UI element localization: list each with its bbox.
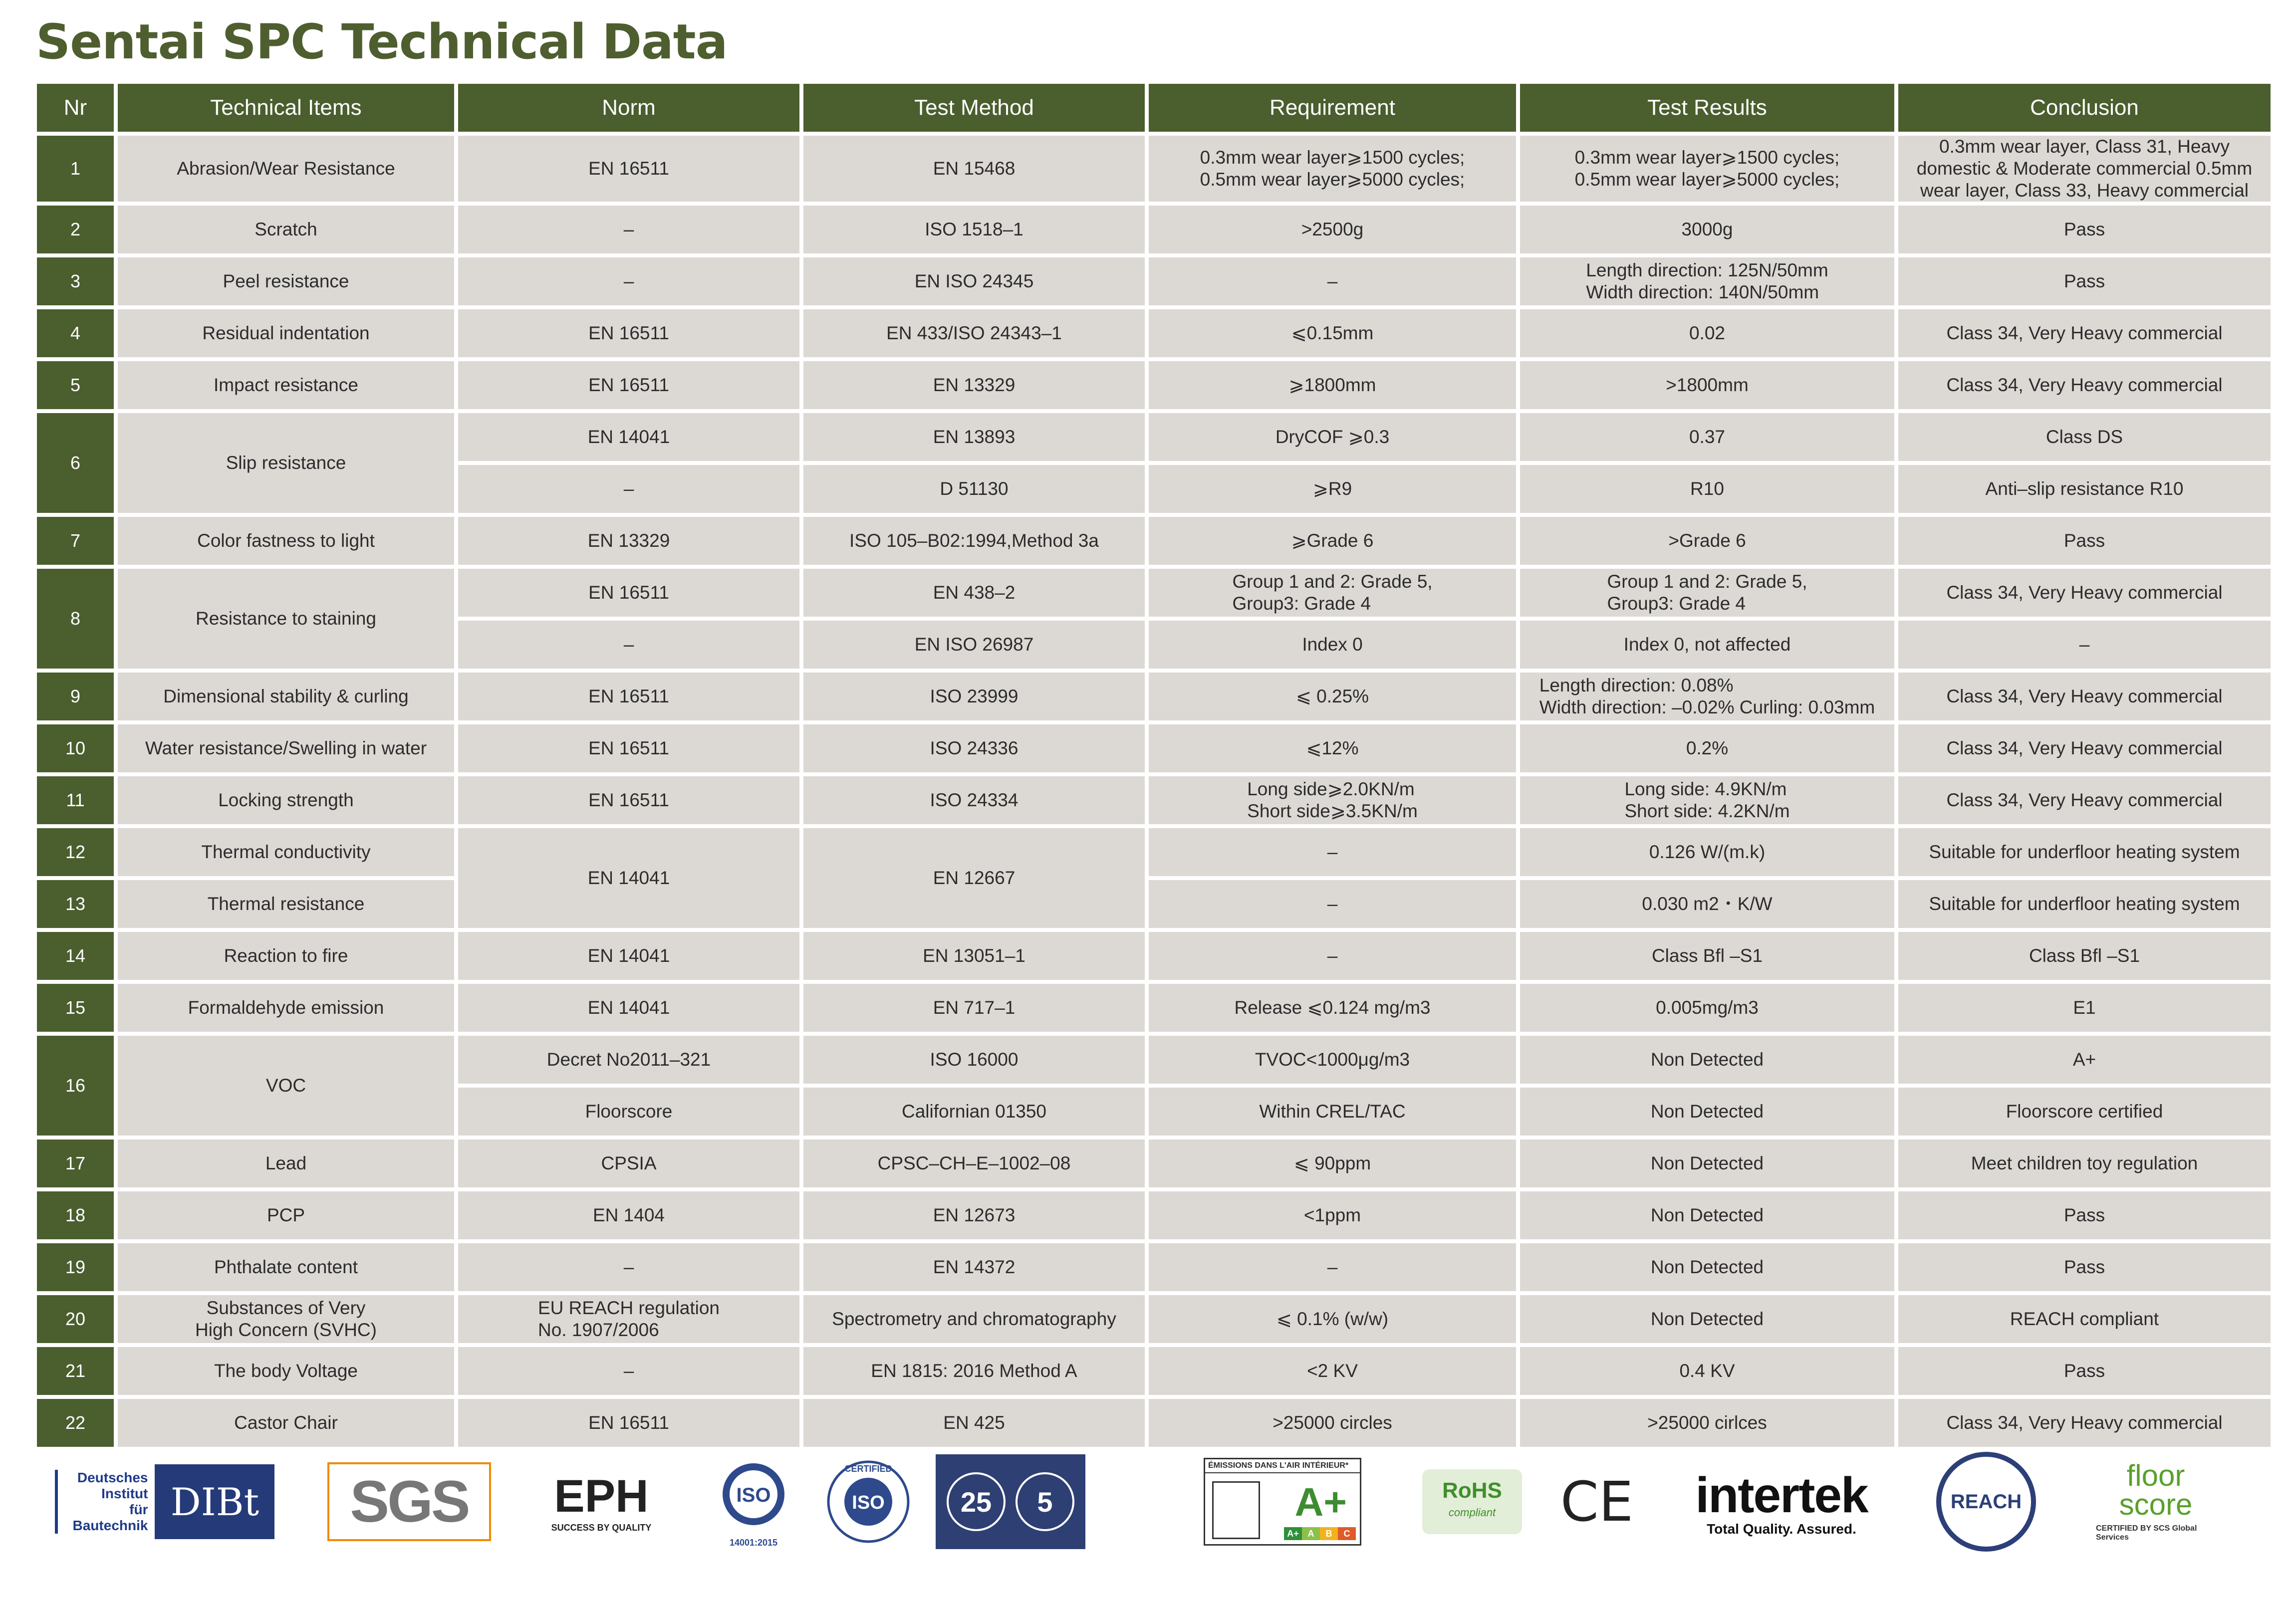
cell-nr: 5 bbox=[37, 361, 114, 409]
cell-technical-item: Formaldehyde emission bbox=[118, 984, 454, 1032]
cell-nr: 8 bbox=[37, 569, 114, 669]
cell-test-result bbox=[1520, 776, 1894, 824]
cell-requirement: ⩽ 90ppm bbox=[1149, 1140, 1516, 1187]
cell-test-method: ISO 23999 bbox=[803, 673, 1145, 720]
table-row bbox=[37, 1295, 2271, 1343]
cell-nr: 12 bbox=[37, 828, 114, 876]
cell-technical-item: Slip resistance bbox=[118, 413, 454, 513]
cell-norm: – bbox=[458, 621, 799, 669]
cell-test-method: ISO 24334 bbox=[803, 776, 1145, 824]
cell-technical-item: Castor Chair bbox=[118, 1399, 454, 1447]
table-row bbox=[37, 828, 2271, 876]
cell-requirement: – bbox=[1149, 880, 1516, 928]
cell-conclusion: Anti–slip resistance R10 bbox=[1898, 465, 2271, 513]
cell-test-method: EN ISO 26987 bbox=[803, 621, 1145, 669]
header-requirement: Requirement bbox=[1149, 84, 1516, 132]
cell-test-result: 0.2% bbox=[1520, 724, 1894, 772]
cell-conclusion: Class 34, Very Heavy commercial bbox=[1898, 361, 2271, 409]
cell-nr: 13 bbox=[37, 880, 114, 928]
cell-technical-item: Impact resistance bbox=[118, 361, 454, 409]
cell-technical-item: Reaction to fire bbox=[118, 932, 454, 980]
cell-test-method: EN 12667 bbox=[803, 828, 1145, 928]
cell-conclusion: Class 34, Very Heavy commercial bbox=[1898, 724, 2271, 772]
table-row bbox=[37, 1399, 2271, 1447]
cell-test-result: Non Detected bbox=[1520, 1243, 1894, 1291]
cell-test-result-text: Length direction: 0.08% Width direction: –0.02% Curling: 0.03mm bbox=[1539, 675, 1875, 717]
cell-norm: – bbox=[458, 1243, 799, 1291]
table-body bbox=[37, 136, 2271, 1447]
cell-technical-item: VOC bbox=[118, 1036, 454, 1136]
cell-test-method: Spectrometry and chromatography bbox=[803, 1295, 1145, 1343]
cell-requirement: ⩾Grade 6 bbox=[1149, 517, 1516, 565]
floorscore-sub: CERTIFIED BY SCS Global Services bbox=[2096, 1524, 2197, 1542]
rohs-mark: RoHS bbox=[1442, 1478, 1502, 1503]
emissions-scale-item: A+ bbox=[1284, 1527, 1302, 1540]
cell-requirement: ⩾R9 bbox=[1149, 465, 1516, 513]
cell-norm: EN 13329 bbox=[458, 517, 799, 565]
cell-conclusion: Suitable for underfloor heating system bbox=[1898, 880, 2271, 928]
ce-mark-logo: CE bbox=[1560, 1470, 1634, 1534]
cell-conclusion: Pass bbox=[1898, 1243, 2271, 1291]
table-row bbox=[37, 413, 2271, 461]
cell-norm: EN 16511 bbox=[458, 724, 799, 772]
cell-conclusion: Class 34, Very Heavy commercial bbox=[1898, 569, 2271, 617]
cell-requirement: TVOC<1000μg/m3 bbox=[1149, 1036, 1516, 1084]
cell-technical-item: Thermal conductivity bbox=[118, 828, 454, 876]
emissions-label-logo bbox=[1203, 1452, 1362, 1552]
table-row bbox=[37, 517, 2271, 565]
header-test-results: Test Results bbox=[1520, 84, 1894, 132]
dibt-mark: DIBt bbox=[155, 1464, 274, 1539]
cell-conclusion: Class Bfl –S1 bbox=[1898, 932, 2271, 980]
cell-test-method: EN 12673 bbox=[803, 1191, 1145, 1239]
cell-norm: EN 16511 bbox=[458, 309, 799, 357]
cell-test-method: EN 13329 bbox=[803, 361, 1145, 409]
cell-conclusion: A+ bbox=[1898, 1036, 2271, 1084]
cell-test-result: Non Detected bbox=[1520, 1036, 1894, 1084]
cell-test-result bbox=[1520, 673, 1894, 720]
cell-nr: 20 bbox=[37, 1295, 114, 1343]
cell-norm bbox=[458, 1295, 799, 1343]
cell-test-result-text: Length direction: 125N/50mm Width direction: 140N/50mm bbox=[1586, 260, 1828, 302]
eph-tagline: SUCCESS BY QUALITY bbox=[551, 1523, 652, 1533]
table-row bbox=[37, 1140, 2271, 1187]
cell-requirement: >25000 circles bbox=[1149, 1399, 1516, 1447]
cell-technical-item: Scratch bbox=[118, 206, 454, 253]
cell-test-method: ISO 24336 bbox=[803, 724, 1145, 772]
emissions-scale bbox=[1284, 1527, 1356, 1540]
cell-technical-item-text: Substances of Very High Concern (SVHC) bbox=[195, 1298, 377, 1340]
floorscore-mark: floor score bbox=[2119, 1459, 2193, 1521]
cell-norm: – bbox=[458, 257, 799, 305]
cell-technical-item: Resistance to staining bbox=[118, 569, 454, 669]
cell-test-method: EN 14372 bbox=[803, 1243, 1145, 1291]
floorscore-logo bbox=[2096, 1452, 2216, 1552]
sgs-mark: SGS bbox=[327, 1462, 491, 1541]
cell-requirement-text: 0.3mm wear layer⩾1500 cycles; 0.5mm wear layer⩾5000 cycles; bbox=[1200, 147, 1465, 190]
cell-test-result: 0.02 bbox=[1520, 309, 1894, 357]
cell-norm: EN 14041 bbox=[458, 932, 799, 980]
cell-test-result: R10 bbox=[1520, 465, 1894, 513]
table-row bbox=[37, 569, 2271, 617]
cell-conclusion: REACH compliant bbox=[1898, 1295, 2271, 1343]
certification-logos bbox=[40, 1452, 2256, 1562]
cell-test-result: 0.37 bbox=[1520, 413, 1894, 461]
cell-conclusion: Pass bbox=[1898, 1347, 2271, 1395]
cell-test-method: EN 13051–1 bbox=[803, 932, 1145, 980]
emissions-scale-item: B bbox=[1320, 1527, 1338, 1540]
cell-conclusion: Pass bbox=[1898, 1191, 2271, 1239]
cell-technical-item: Peel resistance bbox=[118, 257, 454, 305]
cell-norm: EN 16511 bbox=[458, 1399, 799, 1447]
cell-test-result: Non Detected bbox=[1520, 1295, 1894, 1343]
cell-test-result: 0.030 m2・K/W bbox=[1520, 880, 1894, 928]
table-row bbox=[37, 136, 2271, 202]
cell-test-result: Non Detected bbox=[1520, 1191, 1894, 1239]
cell-test-method: EN 438–2 bbox=[803, 569, 1145, 617]
cell-nr: 14 bbox=[37, 932, 114, 980]
emissions-scale-item: A bbox=[1302, 1527, 1320, 1540]
cell-norm: Decret No2011–321 bbox=[458, 1036, 799, 1084]
cell-conclusion: Class 34, Very Heavy commercial bbox=[1898, 309, 2271, 357]
cell-test-method: EN 13893 bbox=[803, 413, 1145, 461]
cell-test-result: >1800mm bbox=[1520, 361, 1894, 409]
cell-technical-item: Color fastness to light bbox=[118, 517, 454, 565]
cell-test-method: EN 1815: 2016 Method A bbox=[803, 1347, 1145, 1395]
cell-test-result: 3000g bbox=[1520, 206, 1894, 253]
cell-test-result: Non Detected bbox=[1520, 1088, 1894, 1136]
cell-nr: 15 bbox=[37, 984, 114, 1032]
cell-requirement bbox=[1149, 569, 1516, 617]
table-row bbox=[37, 309, 2271, 357]
svg-text:CERTIFIED: CERTIFIED bbox=[844, 1464, 892, 1474]
intertek-tagline: Total Quality. Assured. bbox=[1707, 1521, 1856, 1537]
cell-norm-text: EU REACH regulation No. 1907/2006 bbox=[538, 1298, 720, 1340]
cell-technical-item: Dimensional stability & curling bbox=[118, 673, 454, 720]
dibt-logo bbox=[40, 1452, 289, 1552]
table-row bbox=[37, 932, 2271, 980]
intertek-logo bbox=[1672, 1452, 1891, 1552]
cell-norm: EN 16511 bbox=[458, 361, 799, 409]
cell-nr: 11 bbox=[37, 776, 114, 824]
table-header-row bbox=[37, 84, 2271, 132]
cell-nr: 2 bbox=[37, 206, 114, 253]
cell-conclusion: Pass bbox=[1898, 257, 2271, 305]
cell-norm: EN 14041 bbox=[458, 828, 799, 928]
cell-nr: 4 bbox=[37, 309, 114, 357]
cell-nr: 17 bbox=[37, 1140, 114, 1187]
iso-14001-logo bbox=[709, 1452, 798, 1552]
wohnbereich-25-badge: 25 bbox=[947, 1472, 1006, 1531]
cell-technical-item: PCP bbox=[118, 1191, 454, 1239]
emissions-grade: A+ bbox=[1294, 1480, 1347, 1524]
cell-test-method: EN 717–1 bbox=[803, 984, 1145, 1032]
cell-technical-item: Phthalate content bbox=[118, 1243, 454, 1291]
header-technical-items: Technical Items bbox=[118, 84, 454, 132]
cell-norm: EN 16511 bbox=[458, 673, 799, 720]
svg-text:ISO: ISO bbox=[736, 1484, 771, 1506]
cell-requirement: ⩽0.15mm bbox=[1149, 309, 1516, 357]
cell-requirement: ⩽ 0.25% bbox=[1149, 673, 1516, 720]
eph-logo bbox=[519, 1452, 684, 1552]
cell-conclusion: – bbox=[1898, 621, 2271, 669]
cell-test-result: 0.005mg/m3 bbox=[1520, 984, 1894, 1032]
table-row bbox=[37, 361, 2271, 409]
cell-nr: 22 bbox=[37, 1399, 114, 1447]
cell-test-method: ISO 1518–1 bbox=[803, 206, 1145, 253]
cell-requirement-text: Group 1 and 2: Grade 5, Group3: Grade 4 bbox=[1232, 571, 1433, 614]
cell-technical-item: Water resistance/Swelling in water bbox=[118, 724, 454, 772]
wohnbereich-5-badge: 5 bbox=[1016, 1472, 1074, 1531]
intertek-mark: intertek bbox=[1695, 1467, 1868, 1523]
header-test-method: Test Method bbox=[803, 84, 1145, 132]
cell-technical-item bbox=[118, 1295, 454, 1343]
table-row bbox=[37, 776, 2271, 824]
table-row bbox=[37, 206, 2271, 253]
table-row bbox=[37, 257, 2271, 305]
cell-nr: 7 bbox=[37, 517, 114, 565]
cell-test-method: EN 15468 bbox=[803, 136, 1145, 202]
cell-requirement bbox=[1149, 776, 1516, 824]
technical-data-table bbox=[33, 80, 2275, 1451]
cell-test-method: ISO 16000 bbox=[803, 1036, 1145, 1084]
cell-test-result bbox=[1520, 569, 1894, 617]
cell-nr: 1 bbox=[37, 136, 114, 202]
cell-test-result: Non Detected bbox=[1520, 1140, 1894, 1187]
house-icon bbox=[1212, 1481, 1260, 1539]
cell-requirement-text: Long side⩾2.0KN/m Short side⩾3.5KN/m bbox=[1247, 779, 1418, 821]
cell-requirement: Index 0 bbox=[1149, 621, 1516, 669]
cell-nr: 3 bbox=[37, 257, 114, 305]
cell-requirement bbox=[1149, 136, 1516, 202]
table-row bbox=[37, 1243, 2271, 1291]
cell-conclusion: Class DS bbox=[1898, 413, 2271, 461]
cell-nr: 6 bbox=[37, 413, 114, 513]
cell-conclusion: Pass bbox=[1898, 206, 2271, 253]
cell-requirement: Within CREL/TAC bbox=[1149, 1088, 1516, 1136]
cell-requirement: ⩾1800mm bbox=[1149, 361, 1516, 409]
cell-technical-item: Abrasion/Wear Resistance bbox=[118, 136, 454, 202]
cell-technical-item: Locking strength bbox=[118, 776, 454, 824]
cell-norm: – bbox=[458, 206, 799, 253]
iso-certified-seal-icon bbox=[826, 1452, 911, 1552]
cell-test-result-text: Long side: 4.9KN/m Short side: 4.2KN/m bbox=[1624, 779, 1790, 821]
rohs-sub: compliant bbox=[1448, 1506, 1496, 1519]
cell-requirement: ⩽ 0.1% (w/w) bbox=[1149, 1295, 1516, 1343]
cell-conclusion: E1 bbox=[1898, 984, 2271, 1032]
cell-norm: Floorscore bbox=[458, 1088, 799, 1136]
cell-test-result bbox=[1520, 136, 1894, 202]
cell-requirement: >2500g bbox=[1149, 206, 1516, 253]
header-conclusion: Conclusion bbox=[1898, 84, 2271, 132]
cell-test-method: CPSC–CH–E–1002–08 bbox=[803, 1140, 1145, 1187]
table-row bbox=[37, 984, 2271, 1032]
cell-conclusion: Class 34, Very Heavy commercial bbox=[1898, 1399, 2271, 1447]
sgs-logo bbox=[324, 1452, 494, 1552]
cell-conclusion: Class 34, Very Heavy commercial bbox=[1898, 776, 2271, 824]
cell-test-method: ISO 105–B02:1994,Method 3a bbox=[803, 517, 1145, 565]
svg-text:ISO: ISO bbox=[852, 1492, 885, 1513]
table-row bbox=[37, 724, 2271, 772]
cell-test-result: >25000 cirlces bbox=[1520, 1399, 1894, 1447]
cell-requirement: – bbox=[1149, 828, 1516, 876]
cell-requirement: – bbox=[1149, 257, 1516, 305]
cell-test-result: Class Bfl –S1 bbox=[1520, 932, 1894, 980]
cell-conclusion: Pass bbox=[1898, 517, 2271, 565]
cell-norm: – bbox=[458, 465, 799, 513]
cell-conclusion: Meet children toy regulation bbox=[1898, 1140, 2271, 1187]
cell-norm: – bbox=[458, 1347, 799, 1395]
cell-norm: EN 14041 bbox=[458, 413, 799, 461]
cell-nr: 18 bbox=[37, 1191, 114, 1239]
cell-test-result: Index 0, not affected bbox=[1520, 621, 1894, 669]
cell-norm: CPSIA bbox=[458, 1140, 799, 1187]
cell-requirement: <2 KV bbox=[1149, 1347, 1516, 1395]
cell-nr: 9 bbox=[37, 673, 114, 720]
cell-test-method: EN 425 bbox=[803, 1399, 1145, 1447]
cell-norm: EN 1404 bbox=[458, 1191, 799, 1239]
cell-test-result: 0.126 W/(m.k) bbox=[1520, 828, 1894, 876]
cell-nr: 10 bbox=[37, 724, 114, 772]
cell-technical-item: Thermal resistance bbox=[118, 880, 454, 928]
cell-nr: 16 bbox=[37, 1036, 114, 1136]
table-row bbox=[37, 673, 2271, 720]
cell-test-result-text: 0.3mm wear layer⩾1500 cycles; 0.5mm wear layer⩾5000 cycles; bbox=[1574, 147, 1840, 190]
svg-text:14001:2015: 14001:2015 bbox=[729, 1538, 778, 1548]
cell-requirement: DryCOF ⩾0.3 bbox=[1149, 413, 1516, 461]
dibt-text: Deutsches Institut für Bautechnik bbox=[55, 1470, 155, 1534]
cell-technical-item: Lead bbox=[118, 1140, 454, 1187]
cell-test-method: D 51130 bbox=[803, 465, 1145, 513]
cell-test-result-text: Group 1 and 2: Grade 5, Group3: Grade 4 bbox=[1607, 571, 1807, 614]
cell-requirement: – bbox=[1149, 1243, 1516, 1291]
cell-test-method: EN ISO 24345 bbox=[803, 257, 1145, 305]
cell-requirement: <1ppm bbox=[1149, 1191, 1516, 1239]
table-row bbox=[37, 1347, 2271, 1395]
cell-technical-item: The body Voltage bbox=[118, 1347, 454, 1395]
cell-nr: 19 bbox=[37, 1243, 114, 1291]
eph-mark: EPH bbox=[554, 1471, 649, 1522]
table-row bbox=[37, 1191, 2271, 1239]
cell-norm: EN 16511 bbox=[458, 776, 799, 824]
cell-conclusion: Suitable for underfloor heating system bbox=[1898, 828, 2271, 876]
cell-norm: EN 16511 bbox=[458, 136, 799, 202]
cell-test-method: Californian 01350 bbox=[803, 1088, 1145, 1136]
iso-certified-logo bbox=[823, 1452, 913, 1552]
header-nr: Nr bbox=[37, 84, 114, 132]
emissions-scale-item: C bbox=[1338, 1527, 1356, 1540]
cell-requirement: – bbox=[1149, 932, 1516, 980]
cell-test-result: >Grade 6 bbox=[1520, 517, 1894, 565]
cell-norm: EN 14041 bbox=[458, 984, 799, 1032]
table-row bbox=[37, 880, 2271, 928]
rohs-logo bbox=[1417, 1452, 1527, 1552]
cell-conclusion: Floorscore certified bbox=[1898, 1088, 2271, 1136]
cell-technical-item: Residual indentation bbox=[118, 309, 454, 357]
cell-requirement: ⩽12% bbox=[1149, 724, 1516, 772]
reach-compliant-logo bbox=[1931, 1452, 2041, 1552]
wohnbereich-logo bbox=[933, 1452, 1088, 1552]
cell-nr: 21 bbox=[37, 1347, 114, 1395]
header-norm: Norm bbox=[458, 84, 799, 132]
cell-requirement: Release ⩽0.124 mg/m3 bbox=[1149, 984, 1516, 1032]
page-title: Sentai SPC Technical Data bbox=[36, 14, 728, 70]
cell-test-result: 0.4 KV bbox=[1520, 1347, 1894, 1395]
cell-conclusion: Class 34, Very Heavy commercial bbox=[1898, 673, 2271, 720]
emissions-header: ÉMISSIONS DANS L'AIR INTÉRIEUR* bbox=[1205, 1459, 1360, 1473]
cell-test-result bbox=[1520, 257, 1894, 305]
iso-14001-seal-icon bbox=[711, 1452, 796, 1552]
cell-test-method: EN 433/ISO 24343–1 bbox=[803, 309, 1145, 357]
cell-conclusion: 0.3mm wear layer, Class 31, Heavy domestic & Moderate commercial 0.5mm wear layer, Class 33, Heavy commercial bbox=[1898, 136, 2271, 202]
cell-norm: EN 16511 bbox=[458, 569, 799, 617]
reach-mark: REACH bbox=[1936, 1452, 2036, 1552]
table-row bbox=[37, 1036, 2271, 1084]
